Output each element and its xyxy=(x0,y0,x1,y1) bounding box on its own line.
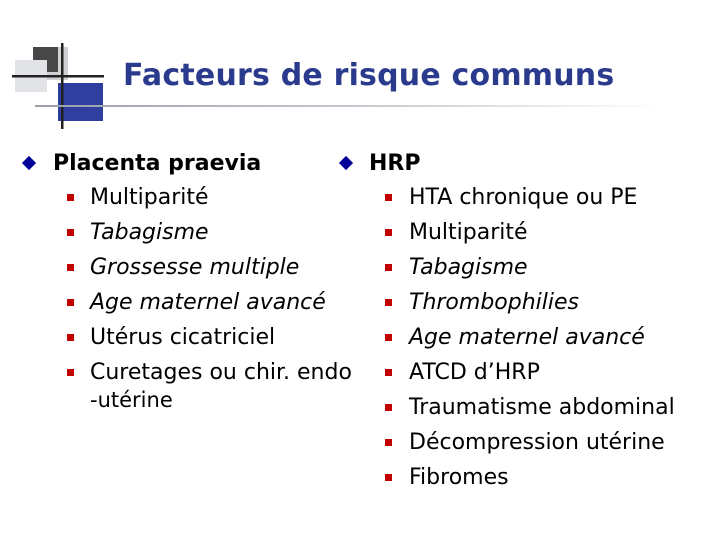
square-bullet-icon xyxy=(67,299,74,306)
right-item-9: Fibromes xyxy=(409,465,509,490)
right-item-7: Traumatisme abdominal xyxy=(409,395,675,420)
square-bullet-icon xyxy=(385,369,392,376)
square-bullet-icon xyxy=(385,439,392,446)
square-bullet-icon xyxy=(67,334,74,341)
right-item-1: HTA chronique ou PE xyxy=(409,185,638,210)
diamond-bullet-icon xyxy=(339,156,353,170)
right-item-5: Age maternel avancé xyxy=(409,325,645,350)
square-bullet-icon xyxy=(385,299,392,306)
slide-logo xyxy=(0,0,110,130)
left-item-6: Curetages ou chir. endo xyxy=(90,360,352,385)
right-heading: HRP xyxy=(369,151,421,176)
left-item-4: Age maternel avancé xyxy=(90,290,326,315)
title-divider xyxy=(35,105,665,107)
right-item-2: Multiparité xyxy=(409,220,528,245)
square-bullet-icon xyxy=(67,194,74,201)
square-bullet-icon xyxy=(67,229,74,236)
left-item-2: Tabagisme xyxy=(90,220,209,245)
square-bullet-icon xyxy=(67,264,74,271)
square-bullet-icon xyxy=(385,404,392,411)
right-item-3: Tabagisme xyxy=(409,255,528,280)
left-item-3: Grossesse multiple xyxy=(90,255,300,280)
right-item-6: ATCD d’HRP xyxy=(409,360,540,385)
diamond-bullet-icon xyxy=(22,156,36,170)
square-bullet-icon xyxy=(385,229,392,236)
square-bullet-icon xyxy=(385,334,392,341)
logo-vertical-line xyxy=(61,43,64,129)
right-item-4: Thrombophilies xyxy=(409,290,579,315)
left-item-6-continuation: -utérine xyxy=(90,388,173,412)
logo-blue-square xyxy=(58,83,103,121)
logo-horizontal-line xyxy=(12,75,104,78)
square-bullet-icon xyxy=(385,264,392,271)
square-bullet-icon xyxy=(385,474,392,481)
slide-title: Facteurs de risque communs xyxy=(123,58,615,93)
left-heading: Placenta praevia xyxy=(53,151,262,176)
left-item-1: Multiparité xyxy=(90,185,209,210)
left-item-5: Utérus cicatriciel xyxy=(90,325,276,350)
square-bullet-icon xyxy=(385,194,392,201)
square-bullet-icon xyxy=(67,369,74,376)
right-item-8: Décompression utérine xyxy=(409,430,665,455)
